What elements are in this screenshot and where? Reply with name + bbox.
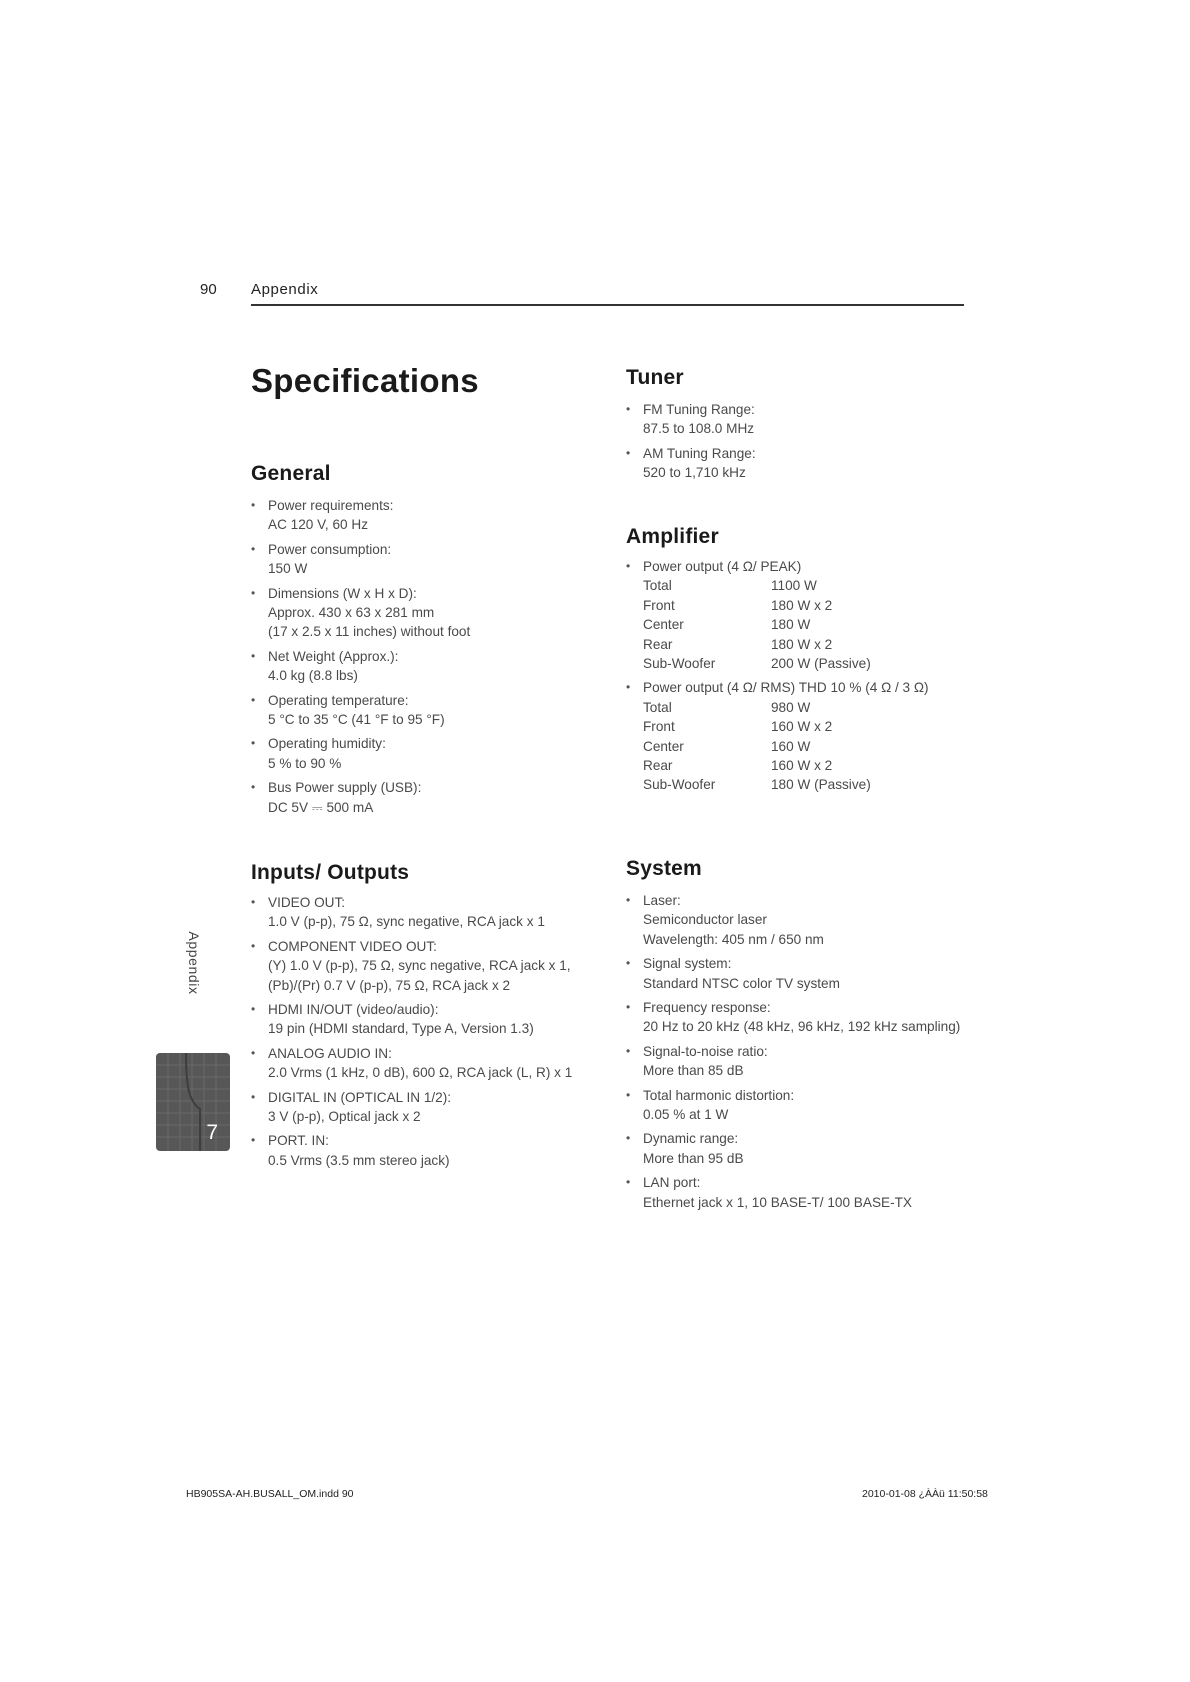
spec-item xyxy=(626,1129,976,1168)
section-title-tuner: Tuner xyxy=(626,366,684,389)
spec-item xyxy=(626,891,976,949)
channel-name: Center xyxy=(643,617,684,633)
channel-power: 180 W x 2 xyxy=(771,597,833,613)
footer-timestamp: 2010-01-08 ¿ÀÀü 11:50:58 xyxy=(862,1488,988,1500)
channel-power: 180 W xyxy=(771,617,811,633)
spec-label: • DIGITAL IN (OPTICAL IN 1/2): xyxy=(268,1089,452,1105)
header-rule xyxy=(251,304,964,306)
spec-value: (Pb)/(Pr) 0.7 V (p-p), 75 Ω, RCA jack x 2 xyxy=(268,977,511,993)
spec-label: • Dimensions (W x H x D): xyxy=(268,585,417,601)
spec-label: • Dynamic range: xyxy=(643,1131,739,1147)
channel-power: 180 W (Passive) xyxy=(771,777,871,793)
spec-value: (17 x 2.5 x 11 inches) without foot xyxy=(268,624,471,640)
spec-value: 0.5 Vrms (3.5 mm stereo jack) xyxy=(268,1152,450,1168)
spec-value: More than 85 dB xyxy=(643,1063,744,1079)
spec-value: 1.0 V (p-p), 75 Ω, sync negative, RCA jack x 1 xyxy=(268,914,545,930)
spec-value: Approx. 430 x 63 x 281 mm xyxy=(268,605,435,621)
spec-value: 87.5 to 108.0 MHz xyxy=(643,421,755,437)
spec-value: Wavelength: 405 nm / 650 nm xyxy=(643,931,824,947)
power-output-group xyxy=(626,557,966,673)
spec-item xyxy=(626,1086,976,1125)
amplifier-spec-list xyxy=(626,557,966,800)
spec-label: • COMPONENT VIDEO OUT: xyxy=(268,938,437,954)
spec-item xyxy=(626,1042,976,1081)
spec-label: • LAN port: xyxy=(643,1175,701,1191)
spec-label: • Total harmonic distortion: xyxy=(643,1087,795,1103)
chapter-tab xyxy=(156,1053,230,1151)
channel-power: 160 W x 2 xyxy=(771,758,833,774)
spec-value: 4.0 kg (8.8 lbs) xyxy=(268,668,358,684)
spec-value: 5 °C to 35 °C (41 °F to 95 °F) xyxy=(268,712,445,728)
section-title-amplifier: Amplifier xyxy=(626,525,719,548)
spec-label: • ANALOG AUDIO IN: xyxy=(268,1045,392,1061)
tuner-spec-list xyxy=(626,400,956,488)
spec-value: 3 V (p-p), Optical jack x 2 xyxy=(268,1109,421,1125)
spec-label: • Signal system: xyxy=(643,956,732,972)
power-row xyxy=(643,775,966,794)
channel-name: Rear xyxy=(643,636,673,652)
spec-value: 19 pin (HDMI standard, Type A, Version 1.3) xyxy=(268,1021,534,1037)
spec-item xyxy=(251,647,581,686)
power-row xyxy=(643,698,966,717)
spec-item xyxy=(251,1088,611,1127)
power-row xyxy=(643,576,966,595)
power-output-label: • Power output (4 Ω/ RMS) THD 10 % (4 Ω / 3 Ω) xyxy=(643,680,929,696)
spec-label: • HDMI IN/OUT (video/audio): xyxy=(268,1002,439,1018)
spec-label: • FM Tuning Range: xyxy=(643,402,755,417)
spec-label: • Bus Power supply (USB): xyxy=(268,780,422,796)
channel-power: 160 W x 2 xyxy=(771,719,833,735)
spec-label: • Frequency response: xyxy=(643,1000,771,1016)
system-spec-list xyxy=(626,891,976,1217)
spec-value: 520 to 1,710 kHz xyxy=(643,465,746,481)
spec-label: • Operating humidity: xyxy=(268,736,386,752)
footer-file-name: HB905SA-AH.BUSALL_OM.indd 90 xyxy=(186,1488,354,1500)
section-title-inputs-outputs: Inputs/ Outputs xyxy=(251,861,410,884)
power-row xyxy=(643,717,966,736)
channel-name: Sub-Woofer xyxy=(643,777,716,793)
inputs-outputs-spec-list xyxy=(251,893,611,1175)
spec-item xyxy=(251,540,581,579)
spec-value: Semiconductor laser xyxy=(643,912,767,928)
power-row xyxy=(643,756,966,775)
channel-name: Front xyxy=(643,719,675,735)
tab-grid-pattern xyxy=(156,1053,230,1151)
spec-label: • Laser: xyxy=(643,893,681,908)
chapter-number: 7 xyxy=(206,1121,218,1144)
spec-item xyxy=(251,778,581,817)
spec-item xyxy=(251,1000,611,1039)
spec-item xyxy=(251,584,581,642)
channel-name: Rear xyxy=(643,758,673,774)
spec-label: • Operating temperature: xyxy=(268,692,409,708)
spec-value: AC 120 V, 60 Hz xyxy=(268,517,369,533)
channel-power: 200 W (Passive) xyxy=(771,656,871,672)
spec-label: • Signal-to-noise ratio: xyxy=(643,1043,768,1059)
spec-item xyxy=(251,893,611,932)
power-output-label: • Power output (4 Ω/ PEAK) xyxy=(643,559,802,574)
running-head: Appendix xyxy=(251,281,319,298)
spec-value: More than 95 dB xyxy=(643,1150,744,1166)
power-row xyxy=(643,737,966,756)
spec-item xyxy=(251,691,581,730)
spec-value: 150 W xyxy=(268,561,308,577)
spec-item xyxy=(251,937,611,995)
spec-label: • PORT. IN: xyxy=(268,1133,329,1149)
spec-item xyxy=(251,1131,611,1170)
power-row xyxy=(643,596,966,615)
spec-value: 0.05 % at 1 W xyxy=(643,1107,729,1123)
side-tab-label: Appendix xyxy=(186,931,202,995)
page-title: Specifications xyxy=(251,362,479,399)
channel-power: 180 W x 2 xyxy=(771,636,833,652)
spec-value: 20 Hz to 20 kHz (48 kHz, 96 kHz, 192 kHz sampling) xyxy=(643,1019,961,1035)
channel-name: Center xyxy=(643,738,684,754)
general-spec-list xyxy=(251,496,581,822)
channel-name: Total xyxy=(643,699,672,715)
spec-label: • Net Weight (Approx.): xyxy=(268,648,399,664)
spec-label: • AM Tuning Range: xyxy=(643,445,756,461)
spec-item xyxy=(626,400,956,439)
spec-item xyxy=(626,998,976,1037)
channel-power: 160 W xyxy=(771,738,811,754)
spec-item xyxy=(626,1173,976,1212)
spec-item xyxy=(626,444,956,483)
power-row xyxy=(643,654,966,673)
section-title-general: General xyxy=(251,462,331,485)
channel-power: 1100 W xyxy=(771,578,817,594)
spec-label: • VIDEO OUT: xyxy=(268,895,346,910)
spec-value: DC 5V ⎓ 500 mA xyxy=(268,799,374,815)
spec-value: 2.0 Vrms (1 kHz, 0 dB), 600 Ω, RCA jack (L, R) x 1 xyxy=(268,1065,573,1081)
channel-name: Total xyxy=(643,578,672,594)
spec-item xyxy=(626,954,976,993)
page-number: 90 xyxy=(200,281,217,298)
power-row xyxy=(643,615,966,634)
section-title-system: System xyxy=(626,857,702,880)
spec-item xyxy=(251,496,581,535)
spec-label: • Power requirements: xyxy=(268,498,394,513)
spec-label: • Power consumption: xyxy=(268,541,392,557)
channel-name: Front xyxy=(643,597,675,613)
spec-value: (Y) 1.0 V (p-p), 75 Ω, sync negative, RCA jack x 1, xyxy=(268,958,571,974)
spec-item xyxy=(251,1044,611,1083)
spec-value: Standard NTSC color TV system xyxy=(643,975,840,991)
power-row xyxy=(643,635,966,654)
spec-value: 5 % to 90 % xyxy=(268,755,342,771)
power-output-group xyxy=(626,678,966,794)
spec-item xyxy=(251,734,581,773)
spec-value: Ethernet jack x 1, 10 BASE-T/ 100 BASE-TX xyxy=(643,1194,912,1210)
channel-name: Sub-Woofer xyxy=(643,656,716,672)
channel-power: 980 W xyxy=(771,699,811,715)
